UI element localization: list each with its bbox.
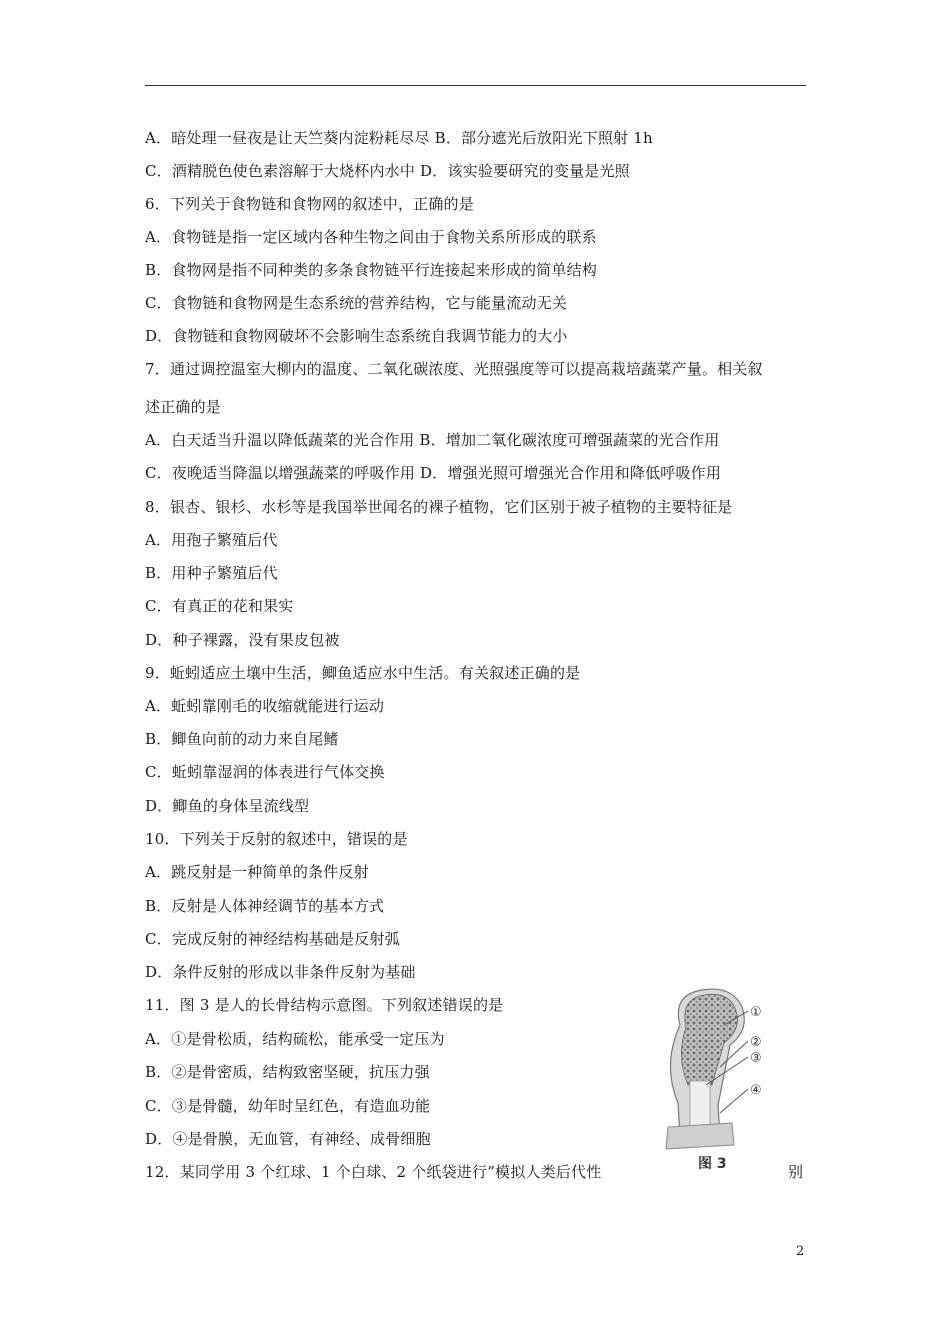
text-line: C．夜晚适当降温以增强蔬菜的呼吸作用 D．增强光照可增强光合作用和降低呼吸作用 bbox=[145, 464, 722, 482]
text-line: C．食物链和食物网是生态系统的营养结构，它与能量流动无关 bbox=[145, 294, 568, 312]
question-8: 8．银杏、银杉、水杉等是我国举世闻名的裸子植物，它们区别于被子植物的主要特征是 bbox=[145, 498, 733, 516]
text-line: A．用孢子繁殖后代 bbox=[145, 531, 278, 549]
text-line: B．反射是人体神经调节的基本方式 bbox=[145, 897, 385, 915]
question-10: 10．下列关于反射的叙述中，错误的是 bbox=[145, 830, 408, 848]
question-6: 6．下列关于食物链和食物网的叙述中，正确的是 bbox=[145, 195, 474, 213]
text-line: C．蚯蚓靠湿润的体表进行气体交换 bbox=[145, 763, 385, 781]
label-1: ① bbox=[750, 1005, 762, 1020]
question-7: 7．通过调控温室大柳内的温度、二氧化碳浓度、光照强度等可以提高栽培蔬菜产量。相关叙 bbox=[145, 360, 763, 378]
text-line: C．酒精脱色使色素溶解于大烧杯内水中 D．该实验要研究的变量是光照 bbox=[145, 162, 630, 180]
text-line: A．白天适当升温以降低蔬菜的光合作用 B．增加二氧化碳浓度可增强蔬菜的光合作用 bbox=[145, 431, 720, 449]
page-number: 2 bbox=[796, 1244, 805, 1259]
question-9: 9．蚯蚓适应土壤中生活，鲫鱼适应水中生活。有关叙述正确的是 bbox=[145, 664, 581, 682]
text-line: B．用种子繁殖后代 bbox=[145, 564, 278, 582]
text-line: A．暗处理一昼夜是让天竺葵内淀粉耗尽尽 B．部分遮光后放阳光下照射 1h bbox=[145, 129, 653, 147]
text-line: B．鲫鱼向前的动力来自尾鳍 bbox=[145, 730, 339, 748]
trailing-text: 别 bbox=[788, 1163, 804, 1181]
text-line: A．食物链是指一定区域内各种生物之间由于食物关系所形成的联系 bbox=[145, 228, 597, 246]
leader-line bbox=[720, 1089, 748, 1113]
question-11: 11．图 3 是人的长骨结构示意图。下列叙述错误的是 bbox=[145, 996, 504, 1014]
text-line: C．有真正的花和果实 bbox=[145, 597, 294, 615]
text-line: A．跳反射是一种简单的条件反射 bbox=[145, 863, 369, 881]
bone-diagram bbox=[650, 985, 780, 1175]
text-line: A．蚯蚓靠刚毛的收缩就能进行运动 bbox=[145, 697, 385, 715]
periosteum bbox=[666, 1123, 734, 1149]
text-line: C．完成反射的神经结构基础是反射弧 bbox=[145, 930, 400, 948]
text-line: D．鲫鱼的身体呈流线型 bbox=[145, 797, 310, 815]
text-line: 述正确的是 bbox=[145, 398, 222, 416]
label-3: ③ bbox=[750, 1051, 762, 1066]
question-12: 12．某同学用 3 个红球、1 个白球、2 个纸袋进行”模拟人类后代性 bbox=[145, 1163, 602, 1181]
text-line: B．食物网是指不同种类的多条食物链平行连接起来形成的简单结构 bbox=[145, 261, 598, 279]
text-line: B．②是骨密质，结构致密坚硬，抗压力强 bbox=[145, 1063, 430, 1081]
text-line: A．①是骨松质，结构硫松，能承受一定压为 bbox=[145, 1030, 445, 1048]
text-line: D．食物链和食物网破坏不会影响生态系统自我调节能力的大小 bbox=[145, 327, 568, 345]
header-rule bbox=[145, 85, 806, 86]
text-line: D．④是骨膜，无血管，有神经、成骨细胞 bbox=[145, 1130, 431, 1148]
text-line: D．条件反射的形成以非条件反射为基础 bbox=[145, 963, 416, 981]
text-line: D．种子裸露，没有果皮包被 bbox=[145, 631, 340, 649]
label-4: ④ bbox=[750, 1083, 762, 1098]
figure-caption: 图 3 bbox=[698, 1156, 727, 1172]
text-line: C．③是骨髓，幼年时呈红色，有造血功能 bbox=[145, 1097, 431, 1115]
label-2: ② bbox=[750, 1035, 762, 1050]
